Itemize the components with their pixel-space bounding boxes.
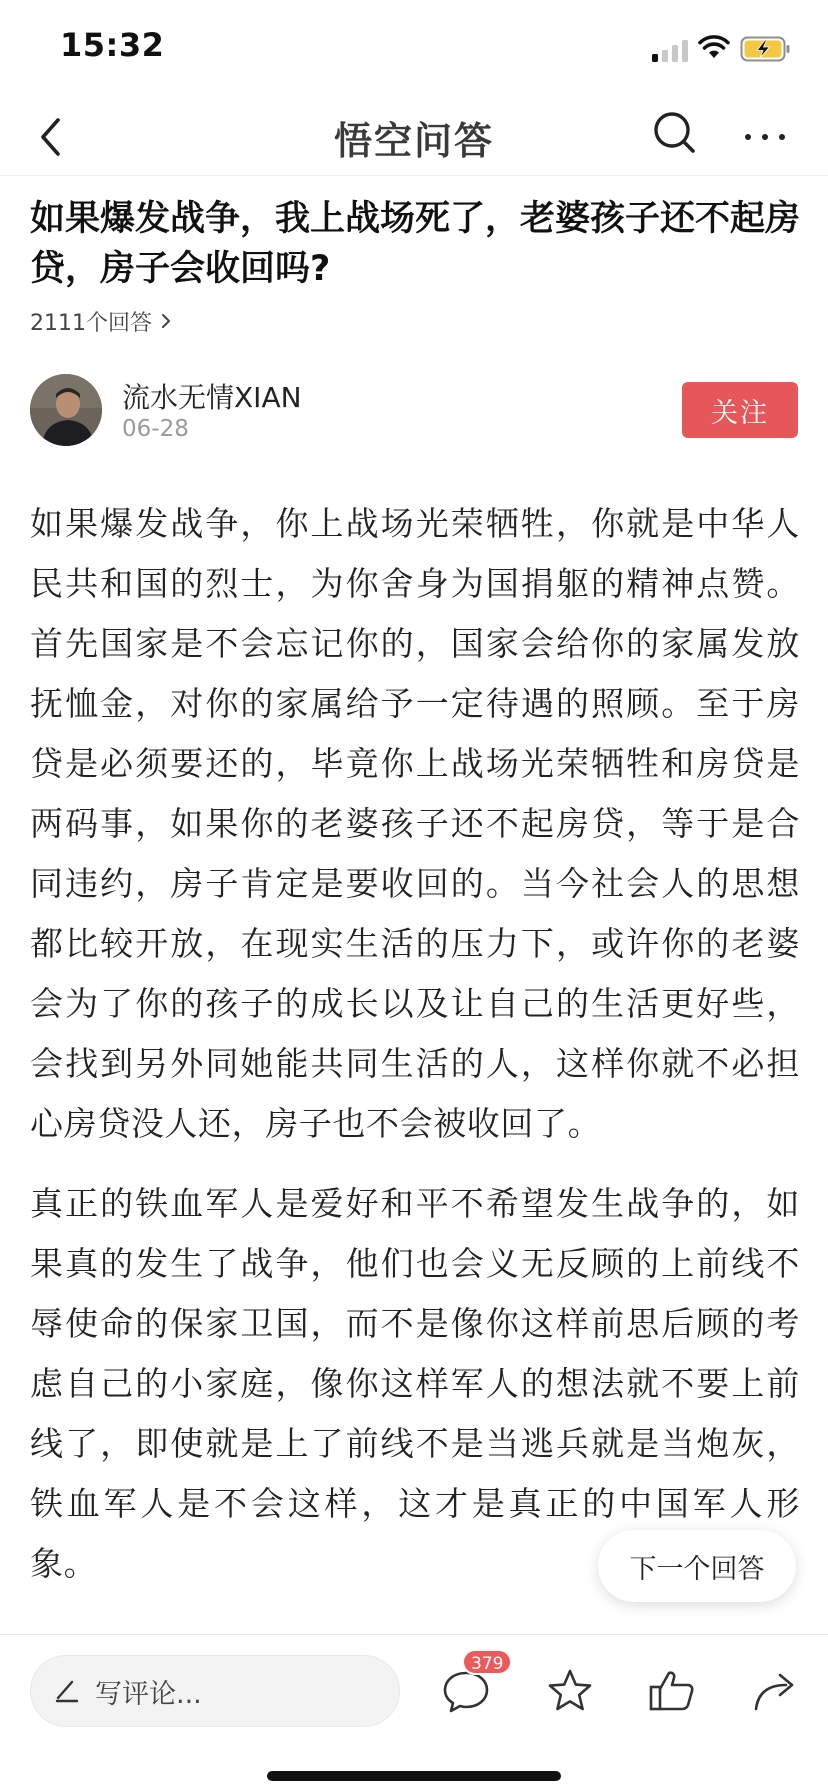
nav-bar	[0, 96, 828, 176]
home-indicator	[267, 1771, 561, 1781]
like-button[interactable]	[644, 1663, 700, 1719]
status-time: 15:32	[60, 26, 165, 64]
author-name[interactable]: 流水无情XIAN	[122, 381, 302, 414]
comment-input[interactable]	[30, 1655, 400, 1727]
post-date: 06-28	[122, 416, 189, 442]
comment-placeholder: 写评论...	[95, 1678, 202, 1710]
back-button[interactable]	[28, 110, 82, 164]
status-bar	[0, 0, 828, 96]
share-button[interactable]	[748, 1663, 804, 1719]
more-button[interactable]	[738, 110, 792, 164]
question-title[interactable]: 如果爆发战争，我上战场死了，老婆孩子还不起房贷，房子会收回吗?	[30, 199, 801, 289]
pen-icon	[53, 1677, 81, 1705]
answer-body	[30, 494, 800, 1634]
comment-count-badge: 379	[462, 1649, 512, 1675]
more-icon	[738, 110, 792, 164]
cellular-signal-icon	[652, 40, 688, 62]
search-button[interactable]	[648, 106, 702, 164]
next-answer-button[interactable]: 下一个回答	[598, 1530, 796, 1602]
search-icon	[648, 106, 702, 164]
star-icon	[542, 1663, 598, 1719]
answer-paragraph: 真正的铁血军人是爱好和平不希望发生战争的，如果真的发生了战争，他们也会义无反顾的上前线不辱使命的保家卫国，而不是像你这样前思后顾的考虑自己的小家庭，像你这样军人的想法就不要上前线了，即使就是上了前线不是当逃兵就是当炮灰，铁血军人是不会这样，这才是真正的中国军人形象。	[30, 1184, 800, 1583]
answer-count-label: 2111个回答	[30, 310, 152, 336]
answer-count-link[interactable]	[30, 304, 172, 338]
answer-paragraph: 如果爆发战争，你上战场光荣牺牲，你就是中华人民共和国的烈士，为你舍身为国捐躯的精神点赞。首先国家是不会忘记你的，国家会给你的家属发放抚恤金，对你的家属给予一定待遇的照顾。至于房贷是必须要还的，毕竟你上战场光荣牺牲和房贷是两码事，如果你的老婆孩子还不起房贷，等于是合同违约，房子肯定是要收回的。当今社会人的思想都比较开放，在现实生活的压力下，或许你的老婆会为了你的孩子的成长以及让自己的生活更好些，会找到另外同她能共同生活的人，这样你就不必担心房贷没人还，房子也不会被收回了。	[30, 504, 800, 1143]
avatar[interactable]	[30, 374, 102, 446]
back-arrow-icon	[28, 110, 82, 164]
bottom-toolbar	[0, 1634, 828, 1792]
share-arrow-icon	[748, 1663, 804, 1719]
avatar-photo	[30, 374, 102, 446]
follow-button[interactable]: 关注	[682, 382, 798, 438]
wifi-icon	[698, 34, 730, 60]
app-title: 悟空问答	[333, 119, 494, 163]
battery-charging-icon	[740, 36, 792, 62]
chevron-right-icon	[160, 312, 172, 330]
thumbs-up-icon	[644, 1663, 700, 1719]
favorite-button[interactable]	[542, 1663, 598, 1719]
